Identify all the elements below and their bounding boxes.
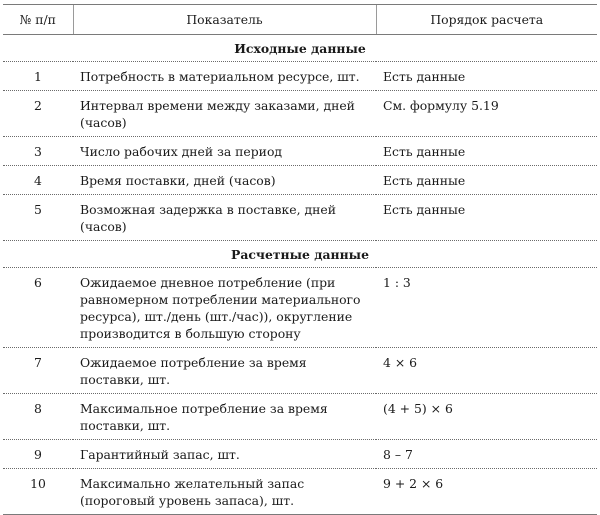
row-calc: (4 + 5) × 6: [376, 394, 597, 440]
header-num: № п/п: [3, 5, 73, 35]
row-calc: Есть данные: [376, 62, 597, 91]
section-row-calculated: [3, 241, 597, 268]
row-calc: 4 × 6: [376, 348, 597, 394]
header-calc: Порядок расчета: [376, 5, 597, 35]
section-row-input: [3, 35, 597, 62]
row-indicator: Максимальное потребление за время поставки, шт.: [73, 394, 376, 440]
row-num: 6: [3, 268, 73, 348]
table-row: [3, 62, 597, 91]
row-num: 7: [3, 348, 73, 394]
row-indicator: Максимально желательный запас (пороговый уровень запаса), шт.: [73, 469, 376, 515]
row-calc: Есть данные: [376, 166, 597, 195]
row-calc: 9 + 2 × 6: [376, 469, 597, 515]
row-indicator: Интервал времени между заказами, дней (часов): [73, 91, 376, 137]
row-num: 3: [3, 137, 73, 166]
table-row: [3, 440, 597, 469]
row-indicator: Возможная задержка в поставке, дней (часов): [73, 195, 376, 241]
row-num: 4: [3, 166, 73, 195]
table-row: [3, 268, 597, 348]
row-num: 8: [3, 394, 73, 440]
row-indicator: Потребность в материальном ресурсе, шт.: [73, 62, 376, 91]
row-calc: 1 : 3: [376, 268, 597, 348]
row-num: 1: [3, 62, 73, 91]
table-row: [3, 166, 597, 195]
section-title: Исходные данные: [3, 35, 597, 62]
row-indicator: Гарантийный запас, шт.: [73, 440, 376, 469]
row-num: 9: [3, 440, 73, 469]
row-calc: Есть данные: [376, 137, 597, 166]
row-indicator: Число рабочих дней за период: [73, 137, 376, 166]
section-title: Расчетные данные: [3, 241, 597, 268]
row-calc: 8 – 7: [376, 440, 597, 469]
table-row: [3, 195, 597, 241]
row-calc: См. формулу 5.19: [376, 91, 597, 137]
table-row: [3, 91, 597, 137]
header-indicator: Показатель: [73, 5, 376, 35]
row-indicator: Ожидаемое дневное потребление (при равномерном потреблении материального ресурса), шт./день (шт./час)), округление производится в большую сторону: [73, 268, 376, 348]
calculation-table: [3, 4, 597, 515]
row-num: 10: [3, 469, 73, 515]
table-row: [3, 469, 597, 515]
row-calc: Есть данные: [376, 195, 597, 241]
row-indicator: Время поставки, дней (часов): [73, 166, 376, 195]
row-indicator: Ожидаемое потребление за время поставки, шт.: [73, 348, 376, 394]
table-row: [3, 348, 597, 394]
row-num: 2: [3, 91, 73, 137]
row-num: 5: [3, 195, 73, 241]
table-row: [3, 394, 597, 440]
table-row: [3, 137, 597, 166]
header-row: [3, 5, 597, 35]
